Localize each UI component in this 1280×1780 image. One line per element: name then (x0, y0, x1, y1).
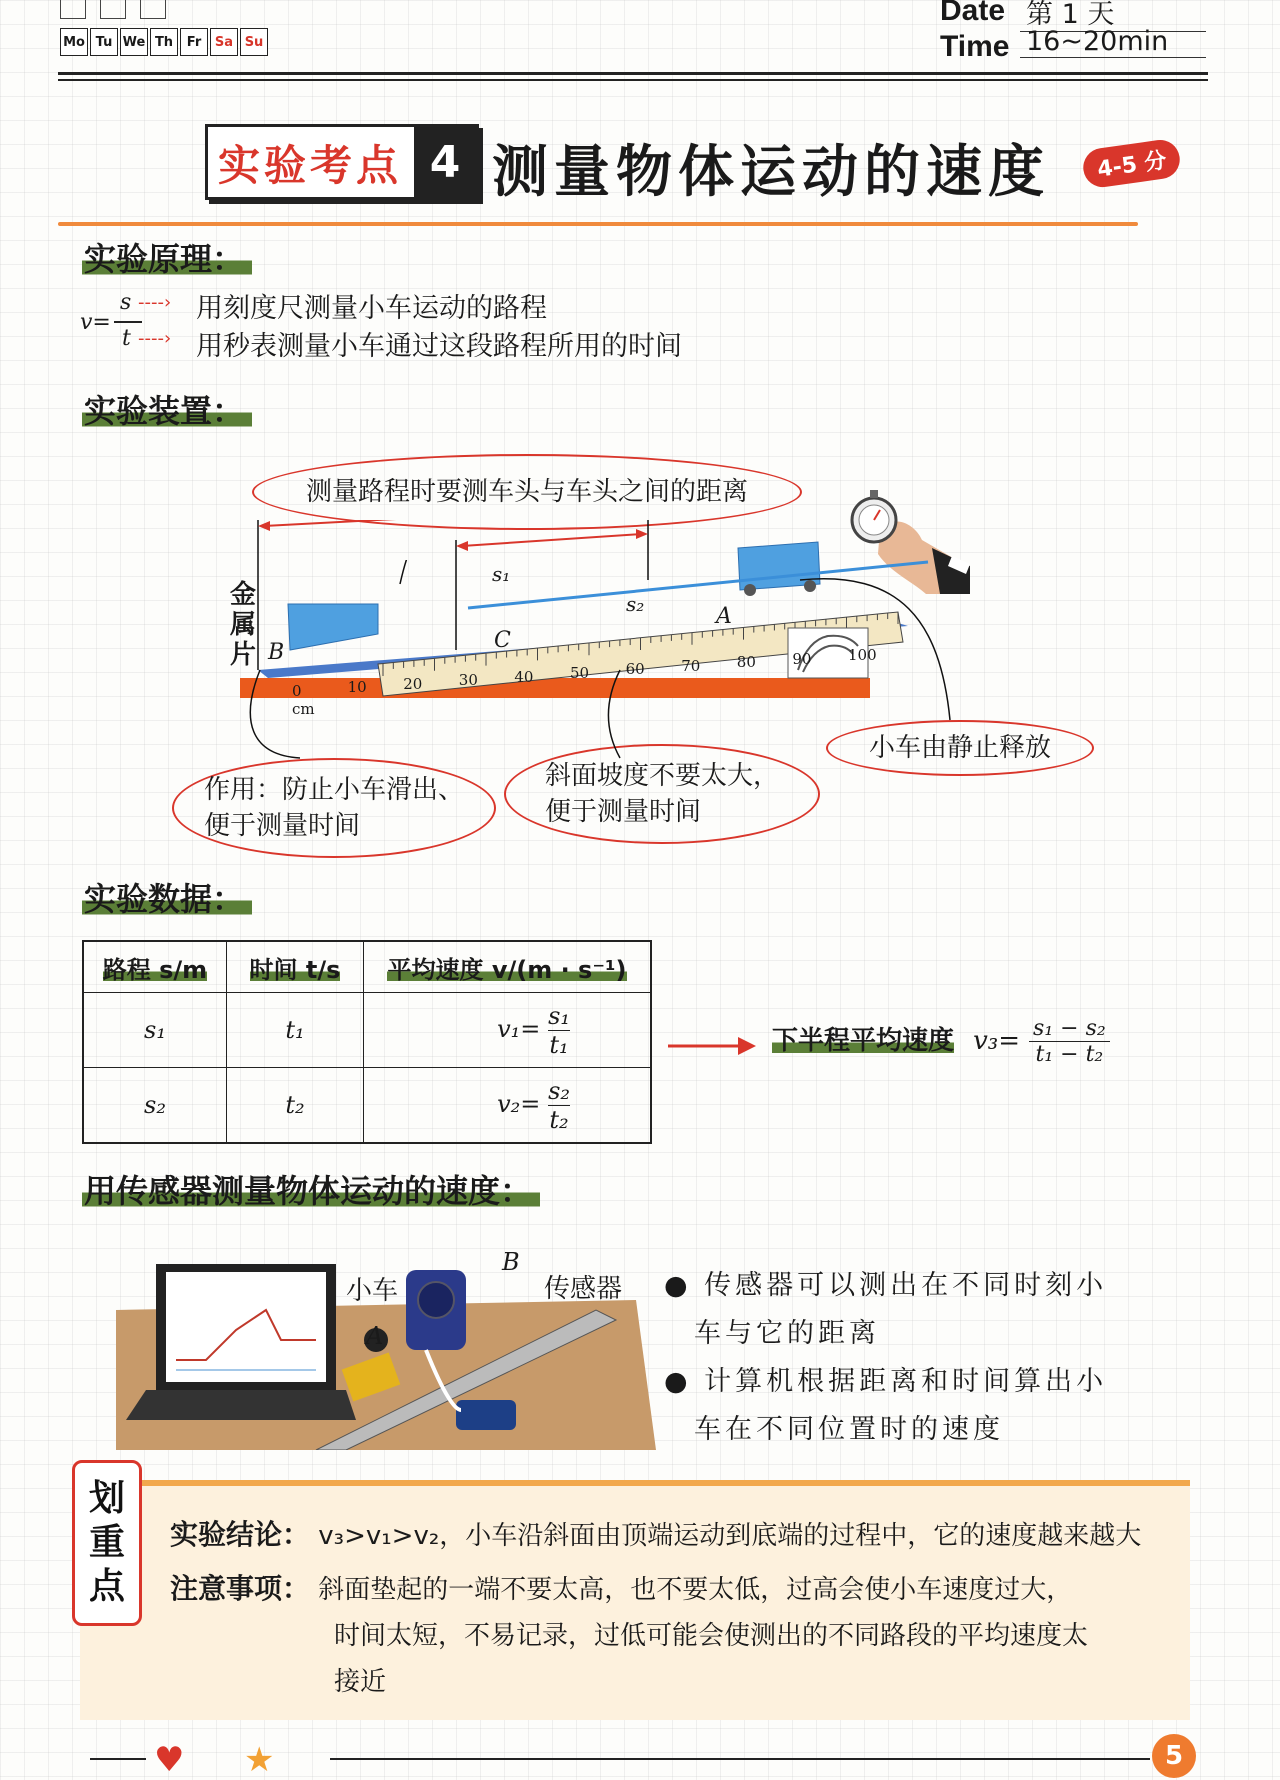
cell-s: s₁ (83, 993, 227, 1068)
time-value: 16~20min (1020, 26, 1206, 58)
bullet-line: 传感器可以测出在不同时刻小 (704, 1270, 1108, 1301)
table-row (83, 993, 651, 1068)
bullet-line: 计算机根据距离和时间算出小 (704, 1366, 1108, 1397)
metal-label-char: 片 (230, 640, 257, 670)
cell-s: s₂ (83, 1068, 227, 1144)
bullet-line: 车与它的距离 (694, 1318, 880, 1349)
ruler-tick-label: 90 (792, 649, 812, 668)
col-header-speed-text: 平均速度 v/(m · s⁻¹) (387, 955, 627, 984)
day-th[interactable]: Th (150, 28, 178, 56)
bullet-item: ● 计算机根据距离和时间算出小 车在不同位置时的速度 (664, 1358, 1184, 1454)
page-number: 5 (1152, 1734, 1196, 1778)
sensor-label-a: A (366, 1322, 384, 1350)
callout-release: 小车由静止释放 (826, 720, 1094, 776)
date-label: Date (940, 0, 1006, 27)
topic-tag (205, 124, 479, 200)
principle-line-t: 用秒表测量小车通过这段路程所用的时间 (196, 331, 682, 362)
point-b: B (268, 640, 285, 665)
topic-number: 4 (414, 127, 476, 197)
ruler-tick-label: 0 cm (292, 682, 315, 718)
point-c: C (494, 628, 511, 653)
callout-slope-line: 斜面坡度不要太大， (544, 761, 779, 791)
cell-v (364, 993, 652, 1068)
callout-slope-line: 便于测量时间 (544, 797, 701, 827)
table-row (83, 1068, 651, 1144)
conclusion-label: 实验结论： (170, 1518, 311, 1551)
day-we[interactable]: We (120, 28, 148, 56)
callout-connectors (240, 560, 1000, 790)
right-arrow-icon (668, 1034, 758, 1058)
apparatus-heading: 实验装置： (82, 386, 252, 432)
callout-metal-line: 便于测量时间 (203, 811, 360, 841)
col-header-speed (364, 941, 652, 993)
formula-s: s (120, 290, 132, 315)
principle-heading: 实验原理： (82, 234, 252, 280)
label-s1: s₁ (492, 562, 511, 586)
bullet-item: ● 传感器可以测出在不同时刻小 车与它的距离 (664, 1262, 1184, 1358)
metal-label-char: 属 (230, 610, 257, 640)
fraction-bar (114, 321, 142, 323)
lower-half-den: t₁ − t₂ (1035, 1042, 1104, 1067)
caution-line: 斜面垫起的一端不要太高，也不要太低，过高会使小车速度过大， (318, 1575, 1073, 1605)
cell-v-den: t₂ (549, 1105, 569, 1134)
cell-v-den: t₁ (549, 1030, 569, 1059)
score-badge: 4-5 分 (1081, 137, 1183, 189)
sensor-label-b: B (502, 1248, 520, 1276)
arrow-icon: ‐‐‐‐› (138, 292, 172, 313)
day-su[interactable]: Su (240, 28, 268, 56)
cell-v (364, 1068, 652, 1144)
lower-half-v: v₃= (973, 1026, 1020, 1056)
ruler-tick-label: 40 (514, 667, 534, 686)
formula-t: t (122, 326, 131, 351)
ruler-tick-label: 20 (403, 674, 423, 693)
lower-half-speed (772, 1016, 1110, 1067)
caution-line: 时间太短，不易记录，过低可能会使测出的不同路段的平均速度太 (334, 1621, 1089, 1651)
ruler-tick-label: 80 (736, 653, 756, 672)
sensor-heading: 用传感器测量物体运动的速度： (82, 1166, 540, 1212)
ruler-tick-label: 60 (625, 660, 645, 679)
lower-half-label: 下半程平均速度 (772, 1026, 955, 1056)
callout-distance: 测量路程时要测车头与车头之间的距离 (252, 454, 802, 530)
ruler-tick-label: 70 (681, 656, 701, 675)
footer-line (330, 1758, 1150, 1760)
time-label: Time (940, 30, 1010, 63)
cell-v-label: v₂= (497, 1089, 541, 1118)
day-mo[interactable]: Mo (60, 28, 88, 56)
caution-line: 接近 (334, 1667, 387, 1697)
date-value: 第 1 天 (1020, 0, 1206, 32)
day-fr[interactable]: Fr (180, 28, 208, 56)
cell-v-num: s₂ (548, 1076, 570, 1105)
point-a: A (716, 604, 732, 629)
cell-t: t₂ (227, 1068, 364, 1144)
tag-char: 划 (88, 1478, 125, 1519)
sensor-label-car: 小车 (346, 1276, 399, 1306)
callout-metal-line: 作用：防止小车滑出、 (203, 775, 464, 805)
data-table (82, 940, 652, 1144)
page-title: 测量物体运动的速度 (492, 140, 1050, 205)
col-header-distance (83, 941, 227, 993)
key-points-topline (80, 1480, 1190, 1486)
caution (170, 1566, 1170, 1705)
ruler-tick-label: 30 (458, 671, 478, 690)
principle-formula (80, 290, 780, 370)
bullet-line: 车在不同位置时的速度 (694, 1414, 1004, 1445)
principle-line-s: 用刻度尺测量小车运动的路程 (196, 293, 547, 324)
label-s2: s₂ (626, 592, 645, 616)
weekday-row (60, 28, 270, 56)
tag-char: 重 (88, 1522, 125, 1563)
tag-char: 点 (88, 1566, 125, 1607)
col-header-time (227, 941, 364, 993)
conclusion-text: v₃>v₁>v₂，小车沿斜面由顶端运动到底端的过程中，它的速度越来越大 (318, 1521, 1142, 1551)
cell-v-num: s₁ (548, 1001, 570, 1030)
footer-line (90, 1758, 146, 1760)
cell-t: t₁ (227, 993, 364, 1068)
key-points-tag (72, 1460, 142, 1626)
col-header-time-text: 时间 t/s (249, 955, 341, 984)
header-rule-2 (58, 79, 1208, 81)
topic-tag-text: 实验考点 (218, 141, 403, 190)
heart-icon: ♥ (154, 1740, 185, 1780)
day-sa[interactable]: Sa (210, 28, 238, 56)
col-header-distance-text: 路程 s/m (102, 955, 208, 984)
formula-v: v= (80, 310, 111, 335)
lower-half-num: s₁ − s₂ (1029, 1016, 1110, 1042)
title-underline (58, 222, 1138, 226)
day-tu[interactable]: Tu (90, 28, 118, 56)
arrow-icon: ‐‐‐‐› (138, 328, 172, 349)
header-rule (58, 72, 1208, 75)
star-icon: ★ (244, 1740, 275, 1780)
cell-v-label: v₁= (497, 1014, 541, 1043)
caution-label: 注意事项： (170, 1572, 311, 1605)
top-icons (60, 0, 166, 19)
ruler-tick-label: 50 (570, 664, 590, 682)
metal-label-char: 金 (230, 580, 257, 610)
conclusion (170, 1512, 1170, 1559)
ruler-tick-label: 10 (347, 678, 367, 697)
sensor-bullets (664, 1262, 1184, 1454)
data-heading: 实验数据： (82, 874, 252, 920)
sensor-label-sensor: 传感器 (544, 1274, 623, 1304)
ruler-tick-label: 100 (848, 646, 877, 664)
